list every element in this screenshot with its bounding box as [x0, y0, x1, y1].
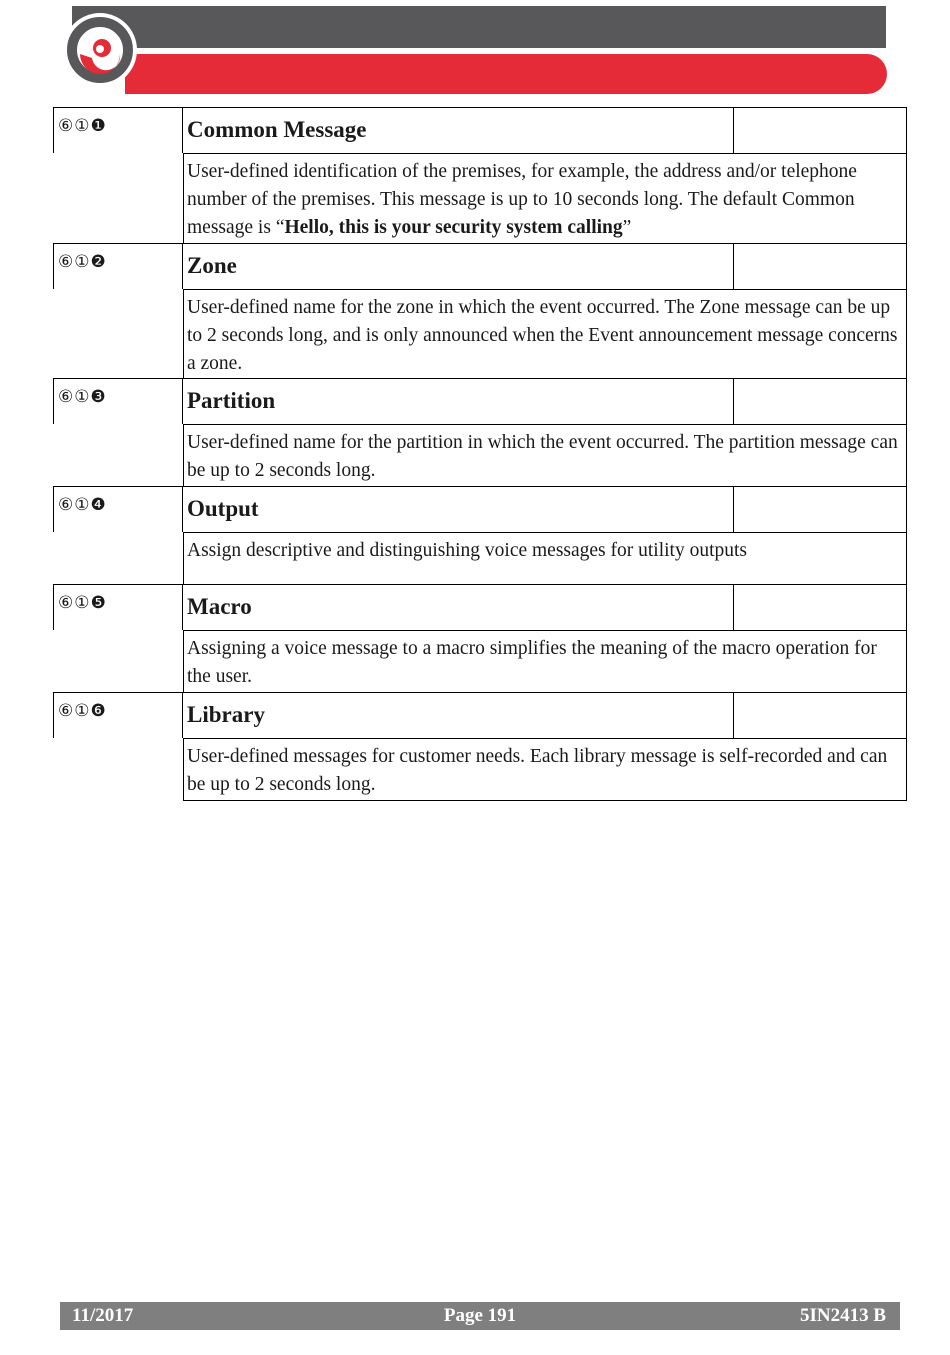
footer-document-id: 5IN2413 B	[799, 1305, 886, 1326]
header-red-band	[125, 54, 887, 94]
empty-cell	[734, 585, 906, 630]
row-description: User-defined name for the zone in which the event occurred. The Zone message can be up to 2 seconds long, and is only announced when the Event announcement message concerns a zone.	[187, 297, 898, 374]
menu-code: ⑥①❻	[54, 693, 183, 738]
menu-code: ⑥①❶	[54, 108, 183, 153]
menu-code: ⑥①❸	[54, 379, 183, 424]
voice-message-table	[53, 107, 907, 801]
table-row	[53, 692, 907, 738]
empty-cell	[734, 379, 906, 424]
empty-cell	[734, 244, 906, 289]
row-title: Output	[183, 487, 734, 532]
row-title: Library	[183, 693, 734, 738]
page-footer	[60, 1302, 900, 1330]
table-row-description	[183, 738, 907, 801]
footer-page-number: Page 191	[443, 1305, 517, 1326]
row-description: Assigning a voice message to a macro simplifies the meaning of the macro operation for the user.	[187, 638, 877, 687]
table-row-description	[183, 532, 907, 584]
row-description: User-defined identification of the premises, for example, the address and/or telephone number of the premises. This message is up to 10 seconds long. The default Common message is “Hello, this is your security system calling”	[187, 161, 857, 238]
menu-code: ⑥①❹	[54, 487, 183, 532]
row-title: Macro	[183, 585, 734, 630]
table-row	[53, 107, 907, 153]
empty-cell	[734, 108, 906, 153]
table-row	[53, 486, 907, 532]
footer-date: 11/2017	[72, 1305, 134, 1326]
row-description: User-defined messages for customer needs. Each library message is self-recorded and can be up to 2 seconds long.	[187, 746, 888, 795]
table-row-description	[183, 424, 907, 486]
table-row-description	[183, 153, 907, 243]
table-row	[53, 584, 907, 630]
empty-cell	[734, 487, 906, 532]
row-title: Partition	[183, 379, 734, 424]
menu-code: ⑥①❺	[54, 585, 183, 630]
menu-code: ⑥①❷	[54, 244, 183, 289]
table-row	[53, 243, 907, 289]
header-gray-band	[72, 6, 886, 48]
table-row	[53, 378, 907, 424]
risco-logo-icon	[62, 12, 138, 88]
row-description: User-defined name for the partition in which the event occurred. The partition message can be up to 2 seconds long.	[187, 432, 898, 481]
empty-cell	[734, 693, 906, 738]
row-title: Common Message	[183, 108, 734, 153]
table-row-description	[183, 289, 907, 378]
table-row-description	[183, 630, 907, 692]
row-description: Assign descriptive and distinguishing voice messages for utility outputs	[187, 540, 748, 561]
row-title: Zone	[183, 244, 734, 289]
